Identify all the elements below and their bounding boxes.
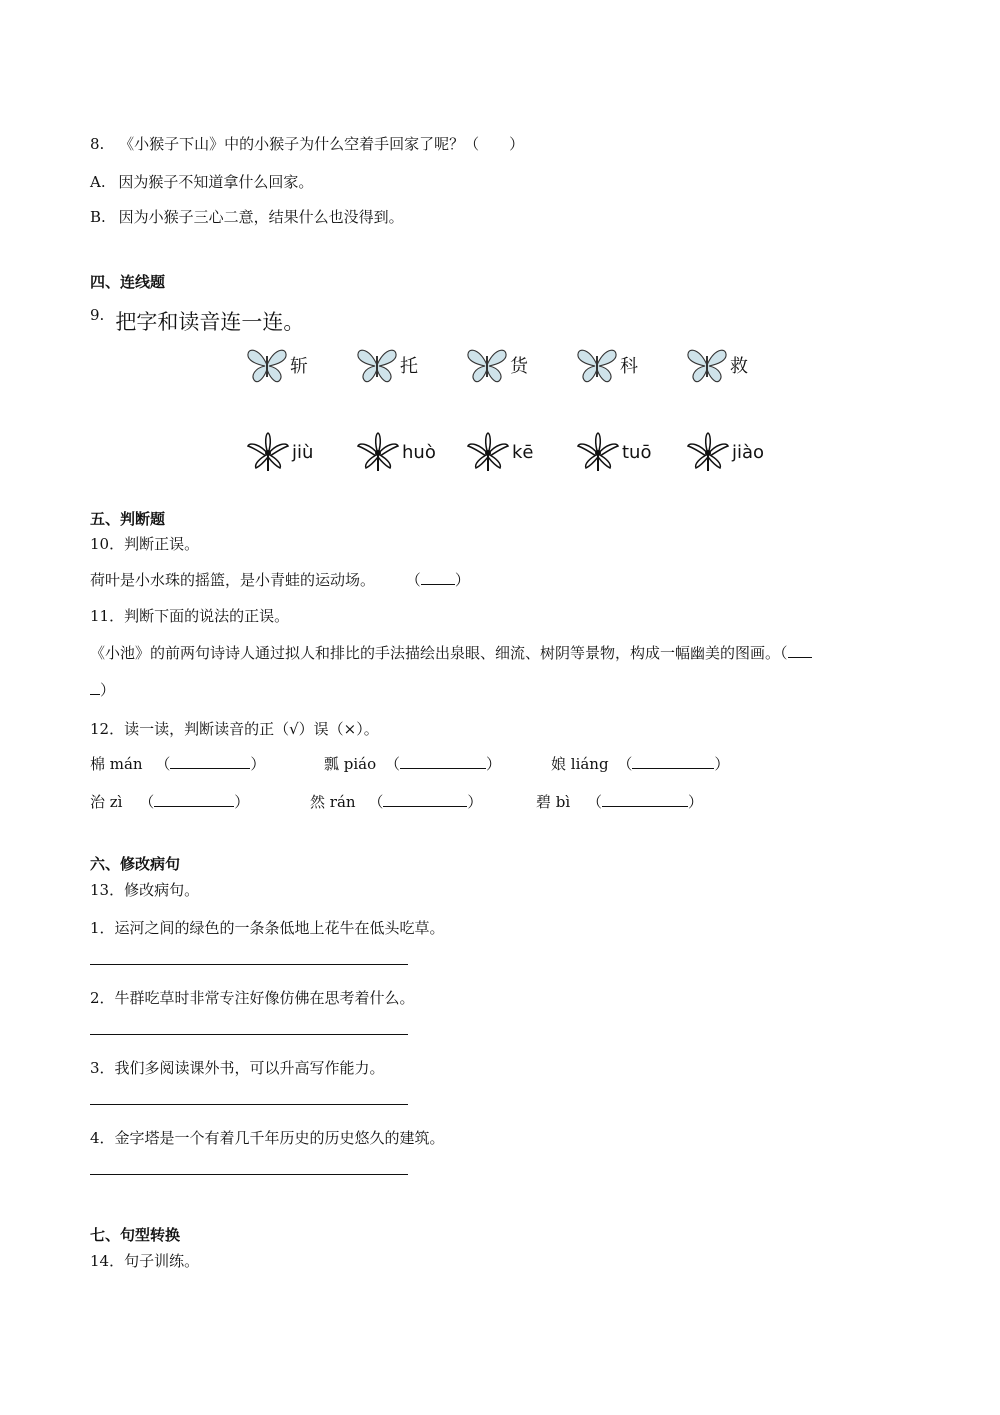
question-number: 13．	[90, 881, 125, 899]
question-text: 判断正误。	[124, 535, 200, 553]
q14-stem	[90, 1250, 199, 1271]
question-text: 句子训练。	[124, 1252, 200, 1270]
paren-close: ）	[467, 793, 483, 811]
section-title-true-false: 五、判断题	[90, 510, 166, 528]
answer-blank[interactable]	[788, 657, 812, 658]
question-number: 10．	[90, 535, 125, 553]
pinyin-judge-item	[90, 791, 249, 812]
correction-item	[90, 1127, 445, 1148]
paren-open: （	[384, 755, 400, 773]
item-text: 金字塔是一个有着几千年历史的历史悠久的建筑。	[114, 1129, 445, 1147]
paren-close: ）	[485, 755, 501, 773]
answer-blank[interactable]	[383, 806, 467, 807]
paren-open: （	[405, 571, 421, 589]
paren-close: ）	[100, 681, 116, 699]
word-pinyin: 棉 mán	[90, 755, 143, 773]
item-text: 牛群吃草时非常专注好像仿佛在思考着什么。	[114, 989, 415, 1007]
option-letter: A.	[90, 173, 106, 191]
paren-close: ）	[454, 571, 470, 589]
q8-option-a[interactable]	[90, 171, 313, 192]
answer-line[interactable]	[90, 1174, 408, 1175]
butterfly-icon	[686, 346, 728, 384]
question-number: 11．	[90, 607, 125, 625]
word-pinyin: 瓢 piáo	[324, 755, 377, 773]
character-label: 救	[730, 356, 748, 377]
item-text: 运河之间的绿色的一条条低地上花牛在低头吃草。	[114, 919, 445, 937]
pinyin-label: jiào	[732, 441, 765, 463]
q10-statement	[90, 569, 470, 590]
option-letter: B.	[90, 208, 106, 226]
pinyin-judge-item	[551, 753, 729, 774]
character-label: 货	[510, 356, 528, 377]
pinyin-label: huò	[402, 441, 436, 463]
butterfly-icon	[466, 346, 508, 384]
q11-stem	[90, 605, 289, 626]
question-text: 《小猴子下山》中的小猴子为什么空着手回家了呢？（ ）	[119, 135, 525, 153]
q13-stem	[90, 879, 199, 900]
butterfly-card-4[interactable]	[686, 346, 748, 384]
answer-blank[interactable]	[170, 768, 250, 769]
answer-blank[interactable]	[602, 806, 688, 807]
answer-line[interactable]	[90, 1034, 408, 1035]
pinyin-label: kē	[512, 441, 534, 463]
option-text: 因为小猴子三心二意，结果什么也没得到。	[118, 208, 404, 226]
q8-stem	[90, 133, 524, 154]
question-text: 把字和读音连一连。	[115, 310, 305, 334]
lily-card-4[interactable]	[686, 432, 764, 472]
statement-text: 荷叶是小水珠的摇篮，是小青蛙的运动场。	[90, 571, 376, 589]
lily-card-1[interactable]	[356, 432, 436, 472]
lily-flower-icon	[466, 432, 510, 472]
lily-card-2[interactable]	[466, 432, 534, 472]
question-number: 8.	[90, 135, 105, 153]
lily-flower-icon	[686, 432, 730, 472]
butterfly-card-0[interactable]	[246, 346, 308, 384]
section-title-matching: 四、连线题	[90, 273, 166, 291]
question-text: 修改病句。	[124, 881, 200, 899]
answer-blank[interactable]	[400, 768, 486, 769]
question-number: 14．	[90, 1252, 125, 1270]
word-pinyin: 然 rán	[310, 793, 356, 811]
butterfly-icon	[356, 346, 398, 384]
answer-blank[interactable]	[154, 806, 234, 807]
item-number: 2．	[90, 989, 115, 1007]
section-title-sentence-correction: 六、修改病句	[90, 855, 181, 873]
pinyin-judge-item	[536, 791, 703, 812]
character-label: 托	[400, 356, 418, 377]
item-number: 1．	[90, 919, 115, 937]
paren-open: （	[617, 755, 633, 773]
lily-flower-icon	[576, 432, 620, 472]
q8-option-b[interactable]	[90, 206, 404, 227]
option-text: 因为猴子不知道拿什么回家。	[118, 173, 314, 191]
correction-item	[90, 1057, 385, 1078]
answer-line[interactable]	[90, 1104, 408, 1105]
paren-open: （	[139, 793, 155, 811]
q10-stem	[90, 533, 199, 554]
item-number: 3．	[90, 1059, 115, 1077]
answer-blank[interactable]	[632, 768, 714, 769]
butterfly-card-1[interactable]	[356, 346, 418, 384]
paren-close: ）	[687, 793, 703, 811]
question-text: 判断下面的说法的正误。	[124, 607, 290, 625]
item-text: 我们多阅读课外书，可以升高写作能力。	[114, 1059, 385, 1077]
paren-open: （	[368, 793, 384, 811]
butterfly-icon	[246, 346, 288, 384]
butterfly-icon	[576, 346, 618, 384]
lily-flower-icon	[246, 432, 290, 472]
word-pinyin: 碧 bì	[536, 793, 571, 811]
paren-close: ）	[250, 755, 266, 773]
answer-blank[interactable]	[421, 584, 455, 585]
lily-card-3[interactable]	[576, 432, 651, 472]
lily-flower-icon	[356, 432, 400, 472]
word-pinyin: 娘 liáng	[551, 755, 609, 773]
q12-stem	[90, 718, 379, 739]
butterfly-card-3[interactable]	[576, 346, 638, 384]
character-label: 斩	[290, 356, 308, 377]
correction-item	[90, 987, 415, 1008]
pinyin-judge-item	[324, 753, 501, 774]
paren-open: （	[586, 793, 602, 811]
pinyin-judge-item	[90, 753, 265, 774]
item-number: 4．	[90, 1129, 115, 1147]
pinyin-label: jiù	[292, 441, 314, 463]
lily-card-0[interactable]	[246, 432, 313, 472]
q11-statement-end	[90, 679, 115, 700]
question-number: 12．	[90, 720, 125, 738]
butterfly-card-2[interactable]	[466, 346, 528, 384]
statement-text: 《小池》的前两句诗诗人通过拟人和排比的手法描绘出泉眼、细流、树阴等景物，构成一幅幽美的图画。（	[90, 644, 788, 662]
answer-line[interactable]	[90, 964, 408, 965]
q9-stem	[90, 306, 304, 336]
question-text: 读一读，判断读音的正（√）误（×）。	[124, 720, 379, 738]
paren-open: （	[155, 755, 171, 773]
paren-close: ）	[234, 793, 250, 811]
question-number: 9.	[90, 306, 105, 324]
section-title-sentence-transform: 七、句型转换	[90, 1226, 181, 1244]
pinyin-label: tuō	[622, 441, 652, 463]
pinyin-judge-item	[310, 791, 482, 812]
word-pinyin: 治 zì	[90, 793, 123, 811]
paren-close: ）	[714, 755, 730, 773]
correction-item	[90, 917, 445, 938]
q11-statement	[90, 642, 812, 663]
character-label: 科	[620, 356, 638, 377]
answer-blank[interactable]	[90, 694, 100, 695]
